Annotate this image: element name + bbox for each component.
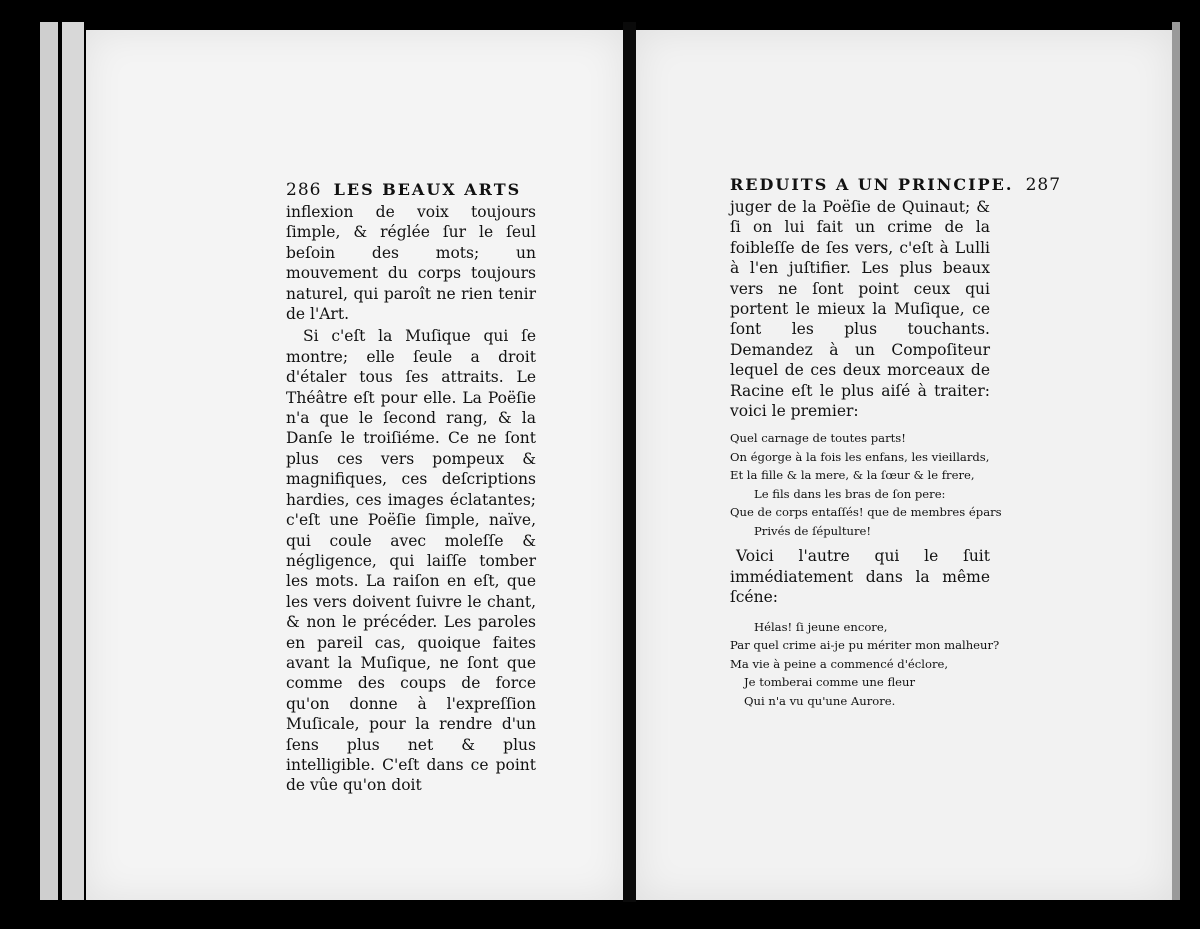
verse-line: Ma vie à peine a commencé d'éclore, <box>730 656 949 671</box>
right-page <box>636 30 1172 900</box>
verse-block <box>730 618 1000 711</box>
right-page-number: 287 <box>1025 175 1062 195</box>
right-text-block <box>730 175 1062 716</box>
verse-line: Hélas! ſi jeune encore, <box>754 619 888 634</box>
left-paragraph: inflexion de voix toujours ſimple, & réglée ſur le ſeul beſoin des mots; un mouvement du corps toujours naturel, qui paroît ne rien tenir de l'Art. <box>286 203 536 324</box>
right-paragraph: juger de la Poëſie de Quinaut; & ſi on lui fait un crime de la foibleſſe de ſes vers, c'eſt à Lulli à l'en juſtifier. Les plus beaux vers ne ſont point ceux qui portent le mieux la Muſique, ce ſont les plus touchants. Demandez à un Compoſiteur lequel de ces deux morceaux de Racine eſt le plus aiſé à traiter: voici le premier: <box>730 198 990 421</box>
verse-line: Le fils dans les bras de ſon pere: <box>754 486 946 501</box>
page-stack-edge <box>1172 22 1180 900</box>
verse-line: Privés de ſépulture! <box>754 523 872 538</box>
left-paragraph: Si c'eſt la Muſique qui ſe montre; elle ſeule a droit d'étaler tous ſes attraits. Le Théâtre eſt pour elle. La Poëſie n'a que le ſecond rang, & la Danſe le troiſiéme. Ce ne ſont plus ces vers pompeux & magnifiques, ces deſcriptions hardies, ces images éclatantes; c'eſt une Poëſie ſimple, naïve, qui coule avec moleſſe & négligence, qui laiſſe tomber les mots. La raiſon en eſt, que les vers doivent ſuivre le chant, & non le précéder. Les paroles en pareil cas, quoique faites avant la Muſique, ne ſont que comme des coups de force qu'on donne à l'expreſſion Muſicale, pour la rendre d'un ſens plus net & plus intelligible. C'eſt dans ce point de vûe qu'on doit <box>286 327 536 795</box>
left-text-block <box>286 180 536 796</box>
verse-line: On égorge à la fois les enfans, les vieillards, <box>730 449 990 464</box>
page-stack-edge <box>40 22 58 900</box>
verse-line: Et la fille & la mere, & la ſœur & le frere, <box>730 468 975 483</box>
verse-line: Par quel crime ai-je pu mériter mon malheur? <box>730 638 1000 653</box>
left-page <box>86 30 623 900</box>
right-running-head <box>730 175 1062 197</box>
book-gutter <box>623 22 636 902</box>
verse-line: Que de corps entaſſés! que de membres épars <box>730 505 1002 520</box>
page-stack-edge <box>62 22 84 900</box>
verse-line: Je tomberai comme une fleur <box>744 675 916 690</box>
verse-line: Qui n'a vu qu'une Aurore. <box>744 693 896 708</box>
left-page-number: 286 <box>286 180 322 200</box>
right-paragraph: Voici l'autre qui le ſuit immédiatement dans la même ſcéne: <box>730 547 990 607</box>
left-running-title: LES BEAUX ARTS <box>333 180 522 199</box>
verse-block <box>730 429 1002 540</box>
verse-line: Quel carnage de toutes parts! <box>730 431 906 446</box>
left-running-head <box>286 180 536 202</box>
right-running-title: REDUITS A UN PRINCIPE. <box>730 175 1014 194</box>
